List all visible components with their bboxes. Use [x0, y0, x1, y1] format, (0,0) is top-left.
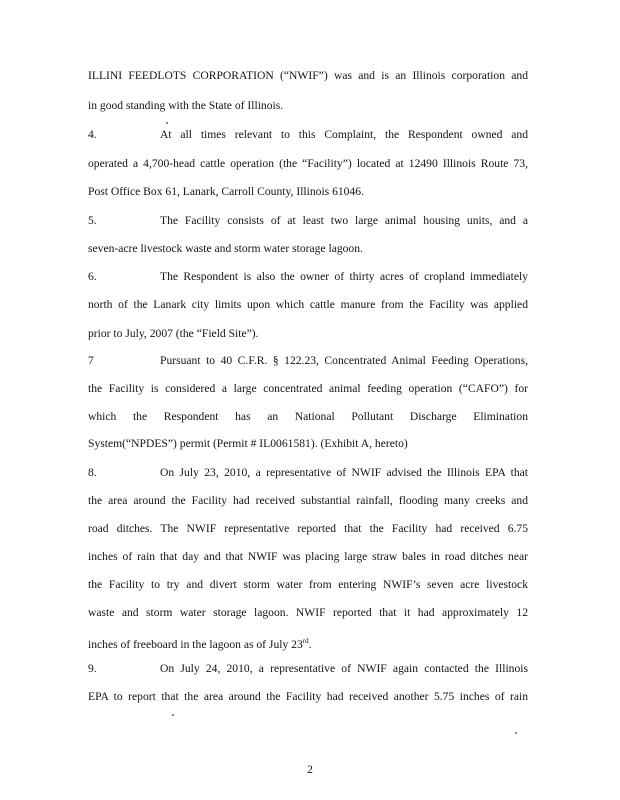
text-line: in good standing with the State of Illinois. [88, 99, 284, 112]
scan-speck [166, 122, 168, 124]
paragraph-8-first-line [88, 466, 528, 480]
text-line: prior to July, 2007 (the “Field Site”). [88, 327, 259, 340]
paragraph-number: 9. [88, 662, 97, 675]
text-line [88, 634, 528, 652]
text-line: waste and storm water storage lagoon. NWIF reported that it had approximately 12 [88, 606, 528, 619]
paragraph-7-first-line [88, 354, 528, 368]
paragraph-number: 5. [88, 214, 97, 227]
text-line: seven-acre livestock waste and storm water storage lagoon. [88, 242, 363, 255]
paragraph-number: 6. [88, 270, 97, 283]
paragraph-6-first-line [88, 270, 528, 284]
text-line: System(“NPDES”) permit (Permit # IL0061581). (Exhibit A, hereto) [88, 437, 408, 450]
text-line: On July 23, 2010, a representative of NWIF advised the Illinois EPA that [160, 466, 528, 479]
paragraph-number: 7 [88, 354, 94, 367]
paragraph-4-first-line [88, 128, 528, 142]
text-line: the Facility is considered a large concentrated animal feeding operation (“CAFO”) for [88, 382, 528, 395]
text-line: the area around the Facility had received substantial rainfall, flooding many creeks and [88, 494, 528, 507]
text-line: road ditches. The NWIF representative reported that the Facility had received 6.75 [88, 522, 528, 535]
text-line: Pursuant to 40 C.F.R. § 122.23, Concentrated Animal Feeding Operations, [160, 354, 528, 367]
text-line: On July 24, 2010, a representative of NWIF again contacted the Illinois [160, 662, 528, 675]
text-fragment: inches of freeboard in the lagoon as of July 23 [88, 637, 303, 651]
paragraph-5-first-line [88, 214, 528, 228]
paragraph-number: 8. [88, 466, 97, 479]
text-line: The Facility consists of at least two large animal housing units, and a [160, 214, 528, 227]
text-line: operated a 4,700-head cattle operation (the “Facility”) located at 12490 Illinois Route 73, [88, 157, 528, 170]
text-line: EPA to report that the area around the Facility had received another 5.75 inches of rain [88, 690, 528, 703]
text-line: north of the Lanark city limits upon which cattle manure from the Facility was applied [88, 298, 528, 311]
text-line: ILLINI FEEDLOTS CORPORATION (“NWIF”) was and is an Illinois corporation and [88, 69, 528, 82]
text-line: the Facility to try and divert storm water from entering NWIF’s seven acre livestock [88, 578, 528, 591]
text-line: inches of rain that day and that NWIF was placing large straw bales in road ditches near [88, 550, 528, 563]
scan-speck [515, 732, 517, 734]
scan-speck [172, 714, 174, 716]
text-line: The Respondent is also the owner of thirty acres of cropland immediately [160, 270, 528, 283]
text-fragment: . [308, 637, 312, 651]
superscript-ordinal: rd [302, 637, 309, 645]
paragraph-9-first-line [88, 662, 528, 676]
text-line: Post Office Box 61, Lanark, Carroll County, Illinois 61046. [88, 185, 364, 198]
page-number: 2 [307, 763, 313, 776]
text-line: which the Respondent has an National Pollutant Discharge Elimination [88, 410, 528, 423]
paragraph-number: 4. [88, 128, 97, 141]
text-line: At all times relevant to this Complaint, the Respondent owned and [160, 128, 528, 141]
